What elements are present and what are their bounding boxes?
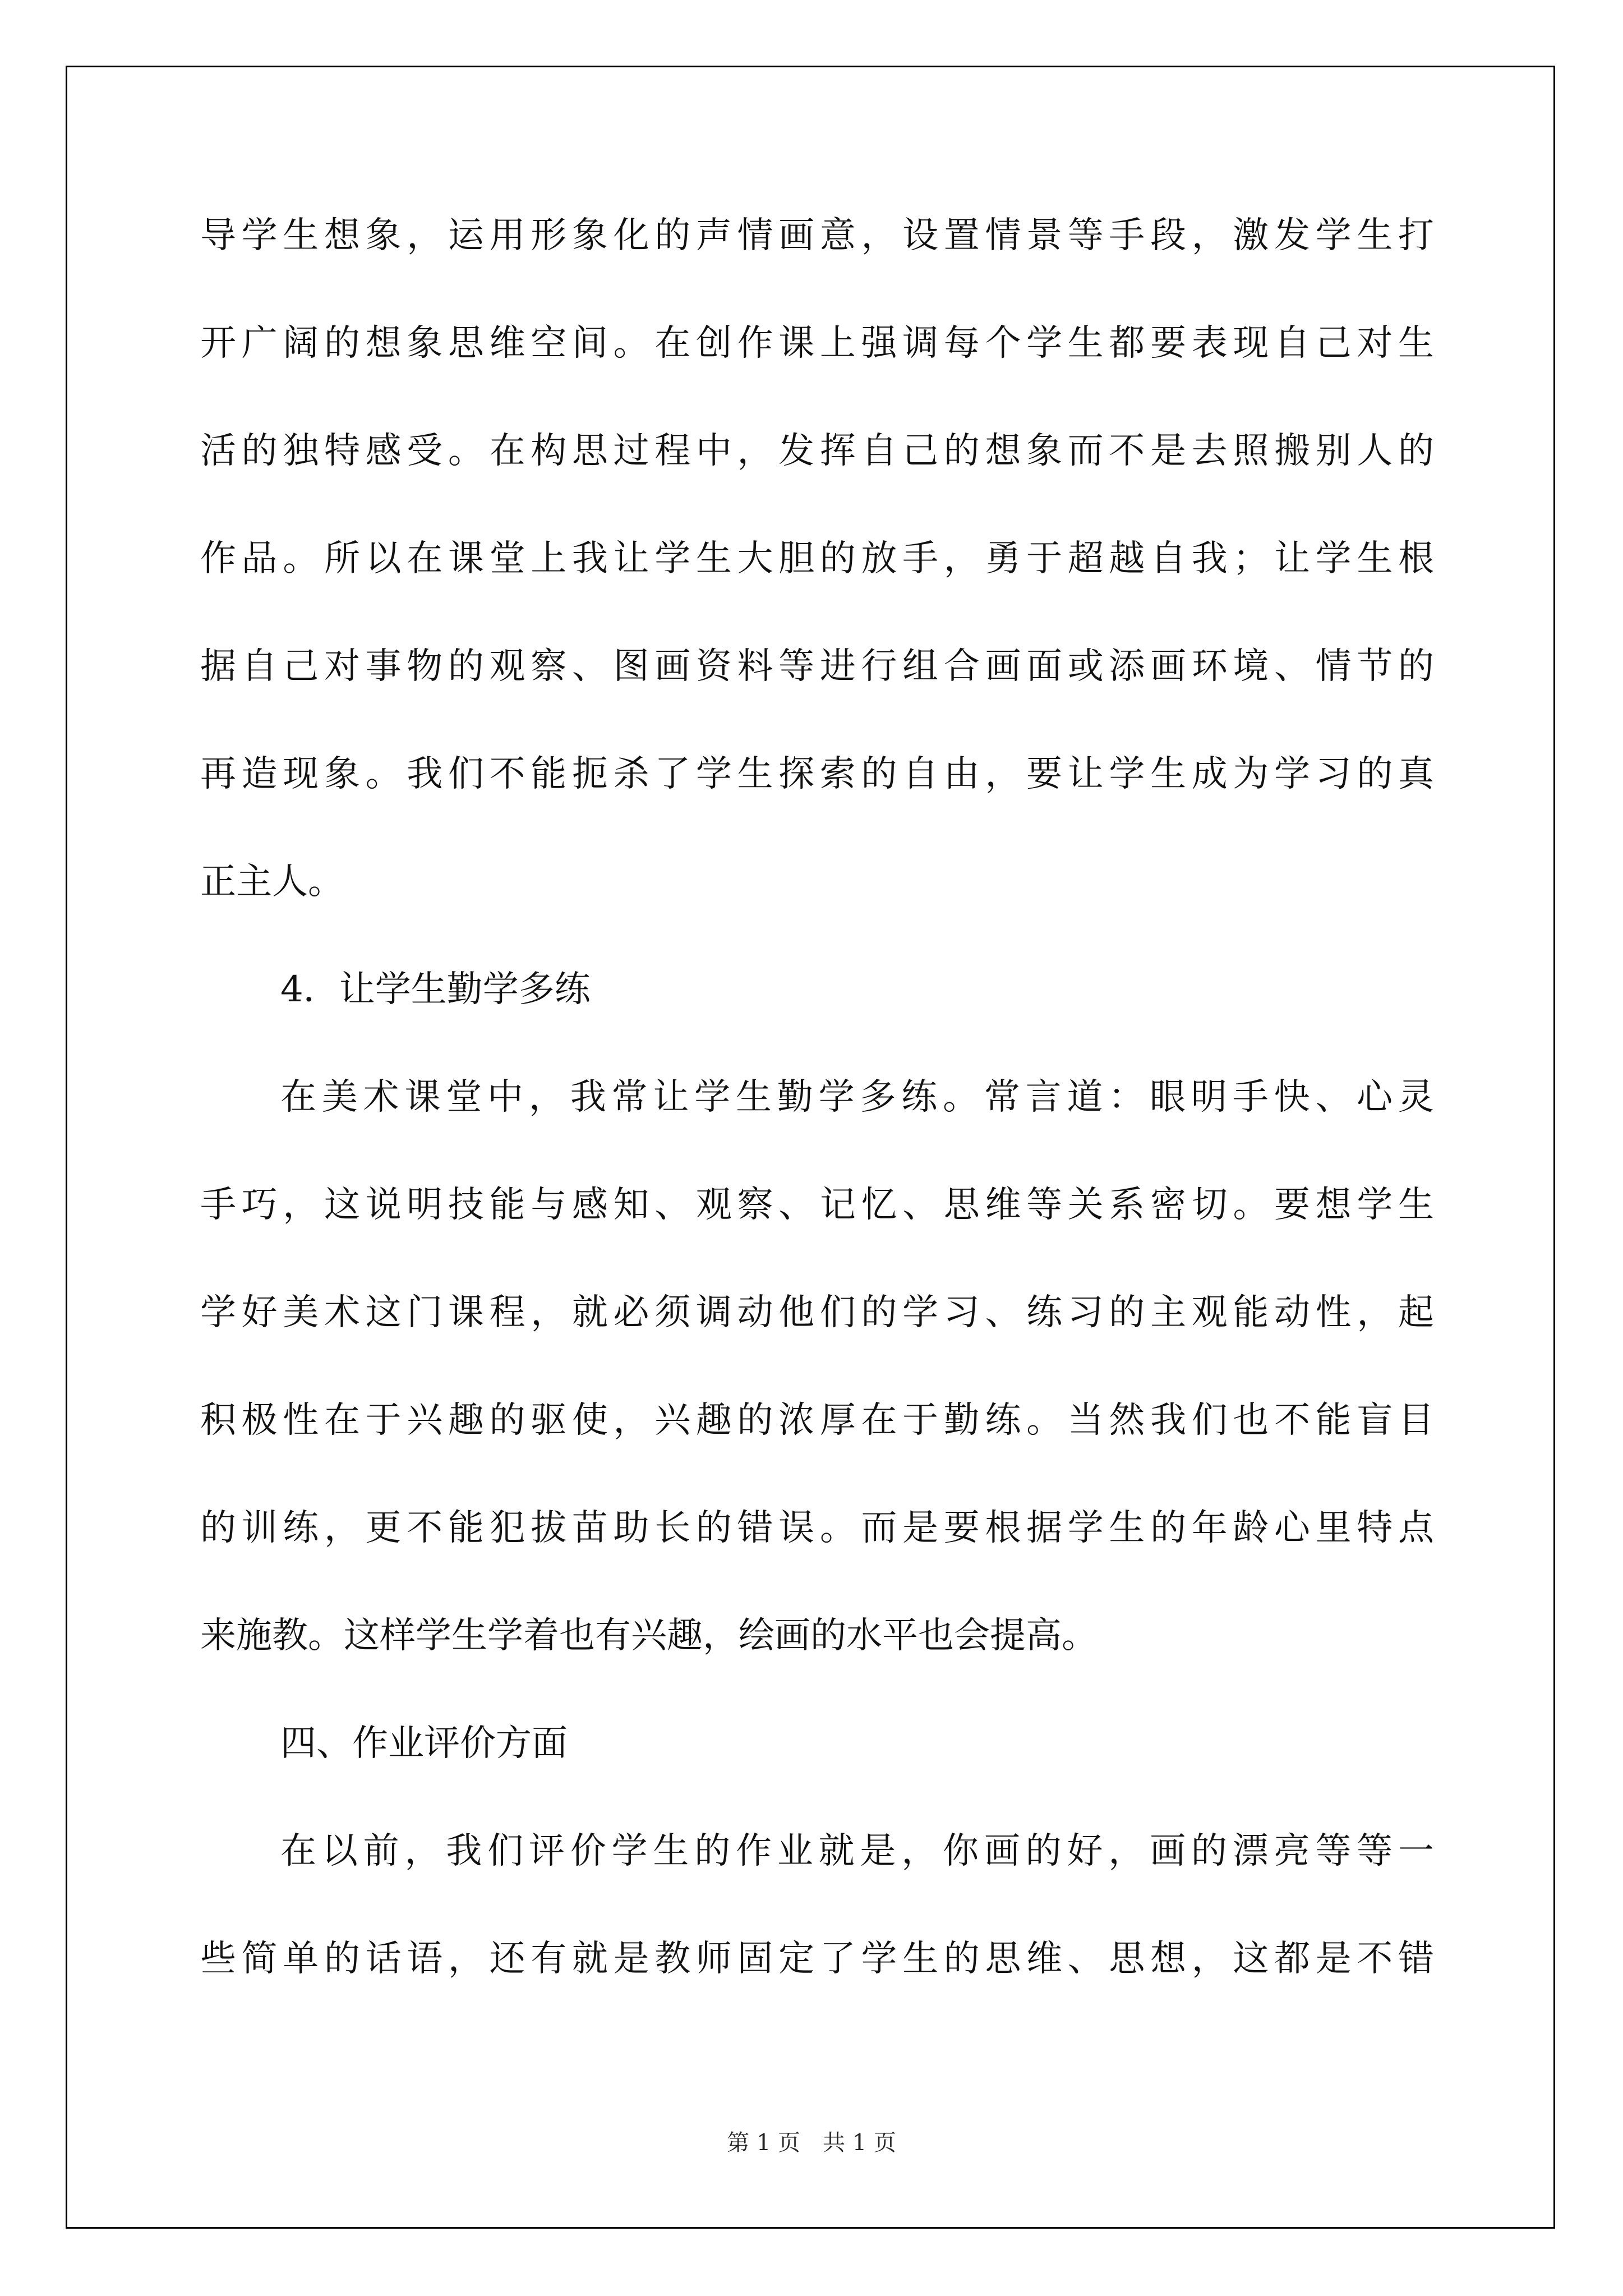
text-line: 手巧，这说明技能与感知、观察、记忆、思维等关系密切。要想学生 <box>200 1184 1434 1226</box>
text-line: 些简单的话语，还有就是教师固定了学生的思维、思想，这都是不错 <box>200 1938 1434 1980</box>
paragraph-first-line: 在美术课堂中，我常让学生勤学多练。常言道：眼明手快、心灵 <box>280 1076 1434 1118</box>
text-line: 的训练，更不能犯拔苗助长的错误。而是要根据学生的年龄心里特点 <box>200 1507 1434 1549</box>
text-line: 开广阔的想象思维空间。在创作课上强调每个学生都要表现自己对生 <box>200 323 1434 364</box>
page-border <box>66 66 1555 2229</box>
page-footer: 第 1 页 共 1 页 <box>727 2130 896 2156</box>
text-line: 正主人。 <box>200 861 344 903</box>
text-line: 活的独特感受。在构思过程中，发挥自己的想象而不是去照搬别人的 <box>200 430 1434 472</box>
section-heading: 四、作业评价方面 <box>280 1723 568 1764</box>
text-line: 积极性在于兴趣的驱使，兴趣的浓厚在于勤练。当然我们也不能盲目 <box>200 1400 1434 1441</box>
text-line: 据自己对事物的观察、图画资料等进行组合画面或添画环境、情节的 <box>200 646 1434 687</box>
text-line: 作品。所以在课堂上我让学生大胆的放手，勇于超越自我；让学生根 <box>200 538 1434 579</box>
text-line: 再造现象。我们不能扼杀了学生探索的自由，要让学生成为学习的真 <box>200 753 1434 795</box>
text-line: 导学生想象，运用形象化的声情画意，设置情景等手段，激发学生打 <box>200 215 1434 256</box>
paragraph-first-line: 在以前，我们评价学生的作业就是，你画的好，画的漂亮等等一 <box>280 1830 1434 1872</box>
section-heading: 4．让学生勤学多练 <box>280 969 591 1010</box>
text-line: 学好美术这门课程，就必须调动他们的学习、练习的主观能动性，起 <box>200 1292 1434 1333</box>
text-line: 来施教。这样学生学着也有兴趣，绘画的水平也会提高。 <box>200 1615 1098 1657</box>
